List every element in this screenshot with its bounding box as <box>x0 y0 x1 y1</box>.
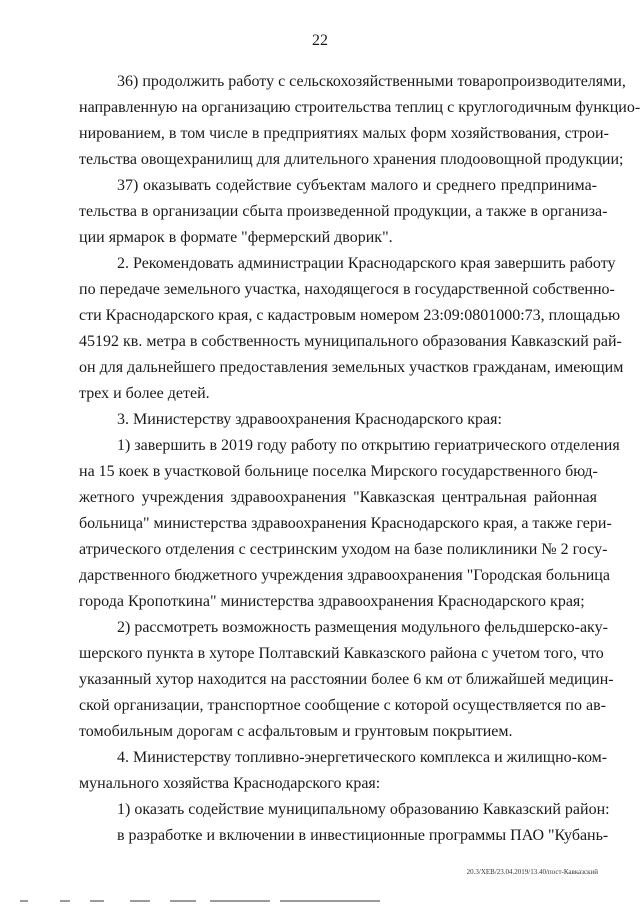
text-line: шерского пункта в хуторе Полтавский Кавказского района с учетом того, что <box>79 645 604 662</box>
text-line: томобильным дорогам с асфальтовым и грунтовым покрытием. <box>79 723 513 740</box>
text-line: на 15 коек в участковой больнице поселка Мирского государственного бюд- <box>79 463 598 480</box>
text-line: 2. Рекомендовать администрации Краснодарского края завершить работу <box>117 255 616 272</box>
text-line: ции ярмарок в формате "фермерский дворик". <box>79 229 393 246</box>
text-line: города Кропоткина" министерства здравоохранения Краснодарского края; <box>79 593 585 610</box>
text-line: направленную на организацию строительства теплиц с круглогодичным функцио- <box>79 99 640 116</box>
text-line: ской организации, транспортное сообщение с которой осуществляется по ав- <box>79 697 606 714</box>
text-line: дарственного бюджетного учреждения здравоохранения "Городская больница <box>79 567 610 584</box>
text-line: он для дальнейшего предоставления земельных участков гражданам, имеющим <box>79 359 624 376</box>
text-line: 1) завершить в 2019 году работу по открытию гериатрического отделения <box>117 437 620 454</box>
text-line: атрического отделения с сестринским уходом на базе поликлиники № 2 госу- <box>79 541 608 558</box>
text-line: трех и более детей. <box>79 385 210 402</box>
section-heading: мунального хозяйства Краснодарского края: <box>79 775 381 792</box>
text-line: указанный хутор находится на расстоянии более 6 км от ближайшей медицин- <box>79 671 614 688</box>
text-line: больница" министерства здравоохранения Краснодарского края, а также гери- <box>79 515 612 532</box>
text-line: 45192 кв. метра в собственность муниципального образования Кавказский рай- <box>79 333 622 350</box>
text-line: в разработке и включении в инвестиционные программы ПАО "Кубань- <box>117 827 609 844</box>
text-line: 37) оказывать содействие субъектам малого и среднего предпринима- <box>117 177 597 194</box>
scan-artifact-marks <box>20 900 390 904</box>
text-line: по передаче земельного участка, находящегося в государственной собственно- <box>79 281 615 298</box>
text-line: 2) рассмотреть возможность размещения модульного фельдшерско-аку- <box>117 619 608 636</box>
document-footer-code: 20.3/ХЕВ/23.04.2019/13.40/пост-Кавказский <box>466 868 598 876</box>
text-line: 36) продолжить работу с сельскохозяйственными товаропроизводителями, <box>117 73 626 90</box>
section-heading: 4. Министерству топливно-энергетического комплекса и жилищно-ком- <box>117 749 608 766</box>
text-line: жетного учреждения здравоохранения "Кавказская центральная районная <box>79 489 597 506</box>
text-line: тельства овощехранилищ для длительного хранения плодоовощной продукции; <box>79 151 624 168</box>
section-heading: 3. Министерству здравоохранения Краснодарского края: <box>117 411 502 428</box>
text-line: 1) оказать содействие муниципальному образованию Кавказский район: <box>117 801 610 818</box>
page-number: 22 <box>312 32 328 49</box>
text-line: нированием, в том числе в предприятиях малых форм хозяйствования, строи- <box>79 125 609 142</box>
text-line: тельства в организации сбыта произведенной продукции, а также в организа- <box>79 203 608 220</box>
text-line: сти Краснодарского края, с кадастровым номером 23:09:0801000:73, площадью <box>79 307 621 324</box>
